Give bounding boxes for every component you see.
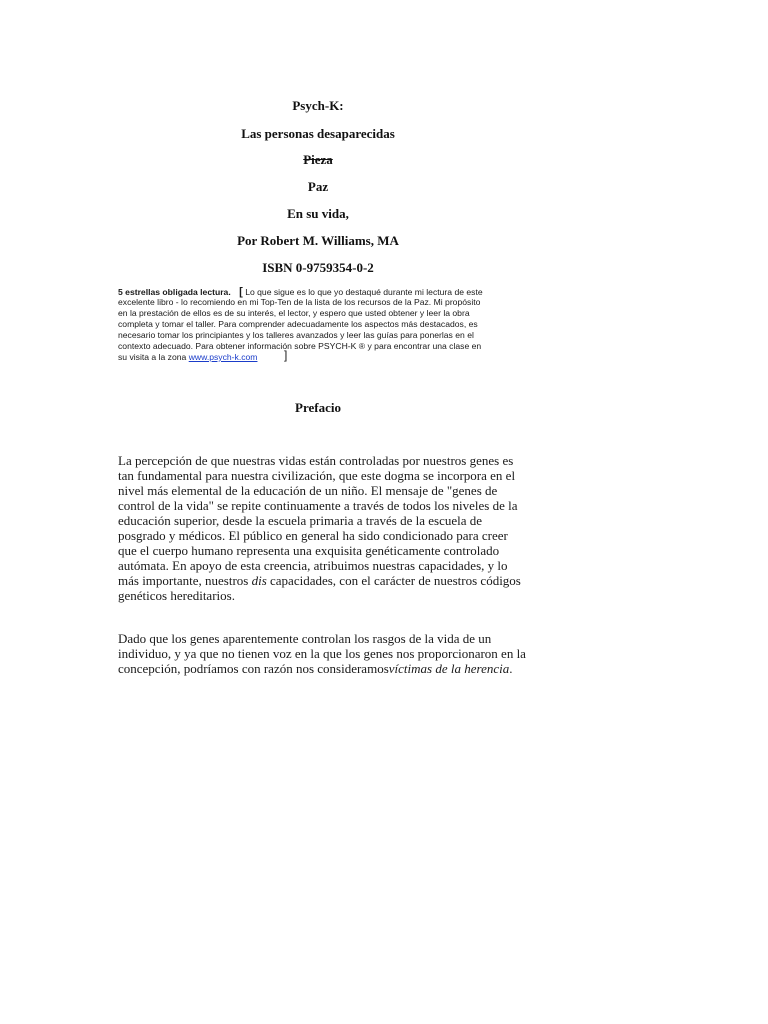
review-line-4: completa y tomar el taller. Para comprender adecuadamente los aspectos más destacados, es [118,319,478,329]
review-text-1: Lo que sigue es lo que yo destaqué durante mi lectura de este [245,287,483,297]
paragraph1-line-3: nivel más elemental de la educación de un niño. El mensaje de "genes de [118,483,498,498]
paragraph1-line-9-italic: dis [251,573,267,588]
paragraph2-line-3 [118,661,512,677]
section-heading: Prefacio [295,400,341,415]
review-text-7: su visita a la zona [118,352,187,362]
paragraph1-line-9-end: capacidades, con el carácter de nuestros códigos [266,573,521,588]
paragraph2-line-3-end: . [509,661,513,676]
isbn-line: ISBN 0-9759354-0-2 [262,260,374,275]
paragraph1-line-5: educación superior, desde la escuela primaria a través de la escuela de [118,513,483,528]
rating-label: 5 estrellas obligada lectura. [118,287,231,297]
paragraph1-line-2: tan fundamental para nuestra civilización, que este dogma se incorpora en el [118,468,516,483]
paragraph2-line-3-italic: víctimas de la herencia [388,661,510,676]
review-line-7 [118,352,257,362]
author-line: Por Robert M. Williams, MA [237,233,399,248]
review-line-5: necesario tomar los principiantes y los talleres avanzados y leer las guías para ponerlas en el [118,330,474,340]
paragraph1-line-6: posgrado y médicos. El público en general ha sido condicionado para creer [118,528,508,543]
paragraph1-line-8: autómata. En apoyo de esta creencia, atribuimos nuestras capacidades, y lo [118,558,508,573]
psych-k-link[interactable]: www.psych-k.com [188,352,258,362]
paragraph2-line-3-start: concepción, podríamos con razón nos consideramos [118,661,389,676]
paragraph1-line-4: control de la vida" se repite continuamente a través de todos los niveles de la [118,498,518,513]
life-line: En su vida, [287,206,349,221]
paragraph1-line-9 [118,573,521,589]
open-bracket: [ [239,286,243,298]
review-line-3: en la prestación de ellos es de su interés, el lector, y espero que usted obtener y leer la obra [118,308,470,318]
struck-word: Pieza [303,152,333,167]
document-subtitle: Las personas desaparecidas [241,126,395,141]
close-bracket: ] [284,348,288,362]
document-title: Psych-K: [292,98,344,113]
review-line-2: excelente libro - lo recomiendo en mi Top-Ten de la lista de los recursos de la Paz. Mi propósito [118,297,481,307]
paragraph2-line-1: Dado que los genes aparentemente controlan los rasgos de la vida de un [118,631,492,646]
paragraph1-line-7: que el cuerpo humano representa una exquisita genéticamente controlado [118,543,500,558]
peace-word: Paz [307,179,329,194]
paragraph1-line-10: genéticos hereditarios. [118,588,235,603]
paragraph2-line-2: individuo, y ya que no tienen voz en la que los genes nos proporcionaron en la [118,646,526,661]
review-line-6: contexto adecuado. Para obtener información sobre PSYCH-K ® y para encontrar una clase en [118,341,482,351]
paragraph1-line-1: La percepción de que nuestras vidas están controladas por nuestros genes es [118,453,514,468]
paragraph1-line-9-start: más importante, nuestros [118,573,252,588]
